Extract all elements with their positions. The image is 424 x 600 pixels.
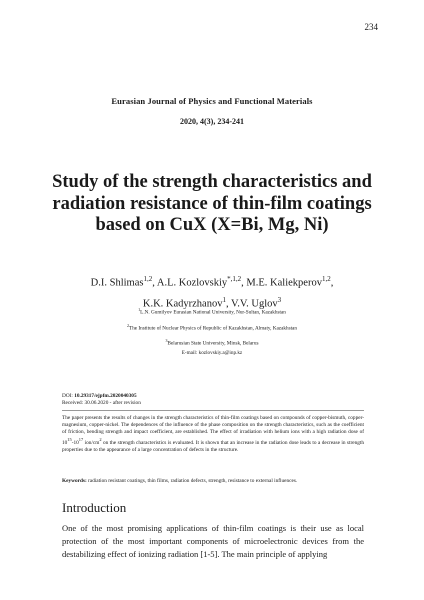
affiliation-2 bbox=[0, 322, 424, 333]
keywords bbox=[62, 478, 364, 485]
abstract-text: ion/cm bbox=[83, 439, 100, 446]
author-name: K.K. Kadyrzhanov bbox=[142, 298, 223, 309]
author-list: D.I. Shlimas$^{1,2}$, A.L. Kozlovskiy$^{*,1,2}$, M.E. Kaliekperov$^{1,2}$, K.K. Kadyrzhanov$^1$, V.V. Uglov$^3$ bbox=[90, 275, 334, 309]
affiliation-text: The Institute of Nuclear Physics of Republic of Kazakhstan, Almaty, Kazakhstan bbox=[129, 325, 297, 332]
author-affiliation-mark: 3 bbox=[277, 295, 282, 304]
journal-issue: 2020, 4(3), 234-241 bbox=[180, 117, 244, 126]
abstract bbox=[62, 415, 364, 454]
page-number: 234 bbox=[364, 22, 378, 32]
doi-link[interactable]: 10.29317/ejpfm.2020040305 bbox=[74, 393, 137, 399]
affiliation-number: 1 bbox=[138, 307, 141, 312]
paper-title: Study of the strength characteristics and radiation resistance of thin-film coatings based on CuX (X=Bi, Mg, Ni) bbox=[52, 172, 372, 235]
affiliation-text: L.N. Gumilyov Eurasian National University, Nur-Sultan, Kazakhstan bbox=[140, 309, 286, 316]
author-name: V.V. Uglov bbox=[231, 298, 278, 309]
abstract-exponent: 17 bbox=[78, 437, 84, 442]
doi-label: DOI: bbox=[62, 393, 73, 399]
affiliation-1 bbox=[0, 306, 424, 317]
journal-name: Eurasian Journal of Physics and Functional Materials bbox=[111, 96, 313, 106]
author-name: A.L. Kozlovskiy bbox=[156, 277, 228, 289]
introduction-paragraph: One of the most promising applications of thin-film coatings is their use as local protection of the most important components of microelectronic devices from the destabilizing effect of ionizing radiation [1-5]. The main principle of applying bbox=[62, 523, 364, 559]
keywords-label: Keywords: bbox=[62, 478, 87, 484]
affiliation-number: 3 bbox=[165, 338, 168, 343]
author-name: M.E. Kaliekperov bbox=[246, 277, 322, 289]
section-heading-introduction: Introduction bbox=[62, 500, 127, 515]
abstract-exponent: 15 bbox=[67, 437, 72, 442]
author-affiliation-mark: 1,2 bbox=[321, 275, 331, 283]
received-date: Received: 30.06.2020 - after revision bbox=[62, 400, 141, 406]
doi-line bbox=[62, 393, 137, 400]
author-affiliation-mark: *,1,2 bbox=[227, 275, 242, 283]
author-affiliation-mark: 1,2 bbox=[143, 275, 153, 283]
contact-email[interactable]: E-mail: kozlovskiy.a@inp.kz bbox=[181, 350, 243, 356]
affiliation-3 bbox=[0, 337, 424, 348]
author-name: D.I. Shlimas bbox=[90, 277, 144, 289]
abstract-text: The paper presents the results of changes in the strength characteristics of thin-film coatings based on compounds of copper-bismuth, copper-magnesium, copper-nickel. The dependences of the influence of the phase composition on the strength characteristics, such as the coefficient of friction, bending strength and impact coefficient, are established. The effect of irradiation with helium ions with a high radiation dose of 10 bbox=[62, 415, 364, 446]
author-affiliation-mark: 1 bbox=[222, 295, 226, 304]
affiliation-number: 2 bbox=[127, 323, 130, 328]
abstract-text: on the strength characteristics is evaluated. It is shown that an increase in the radiation dose leads to a decrease in strength properties due to the appearance of a large concentration of defects in the structure. bbox=[62, 439, 364, 453]
keywords-text: radiation resistant coatings, thin films, radiation defects, strength, resistance to external influences. bbox=[86, 478, 298, 484]
affiliation-text: Belarusian State University, Minsk, Belarus bbox=[167, 340, 259, 347]
abstract-divider bbox=[62, 410, 364, 411]
abstract-text: -10 bbox=[71, 439, 79, 446]
abstract-exponent: 2 bbox=[99, 437, 102, 442]
